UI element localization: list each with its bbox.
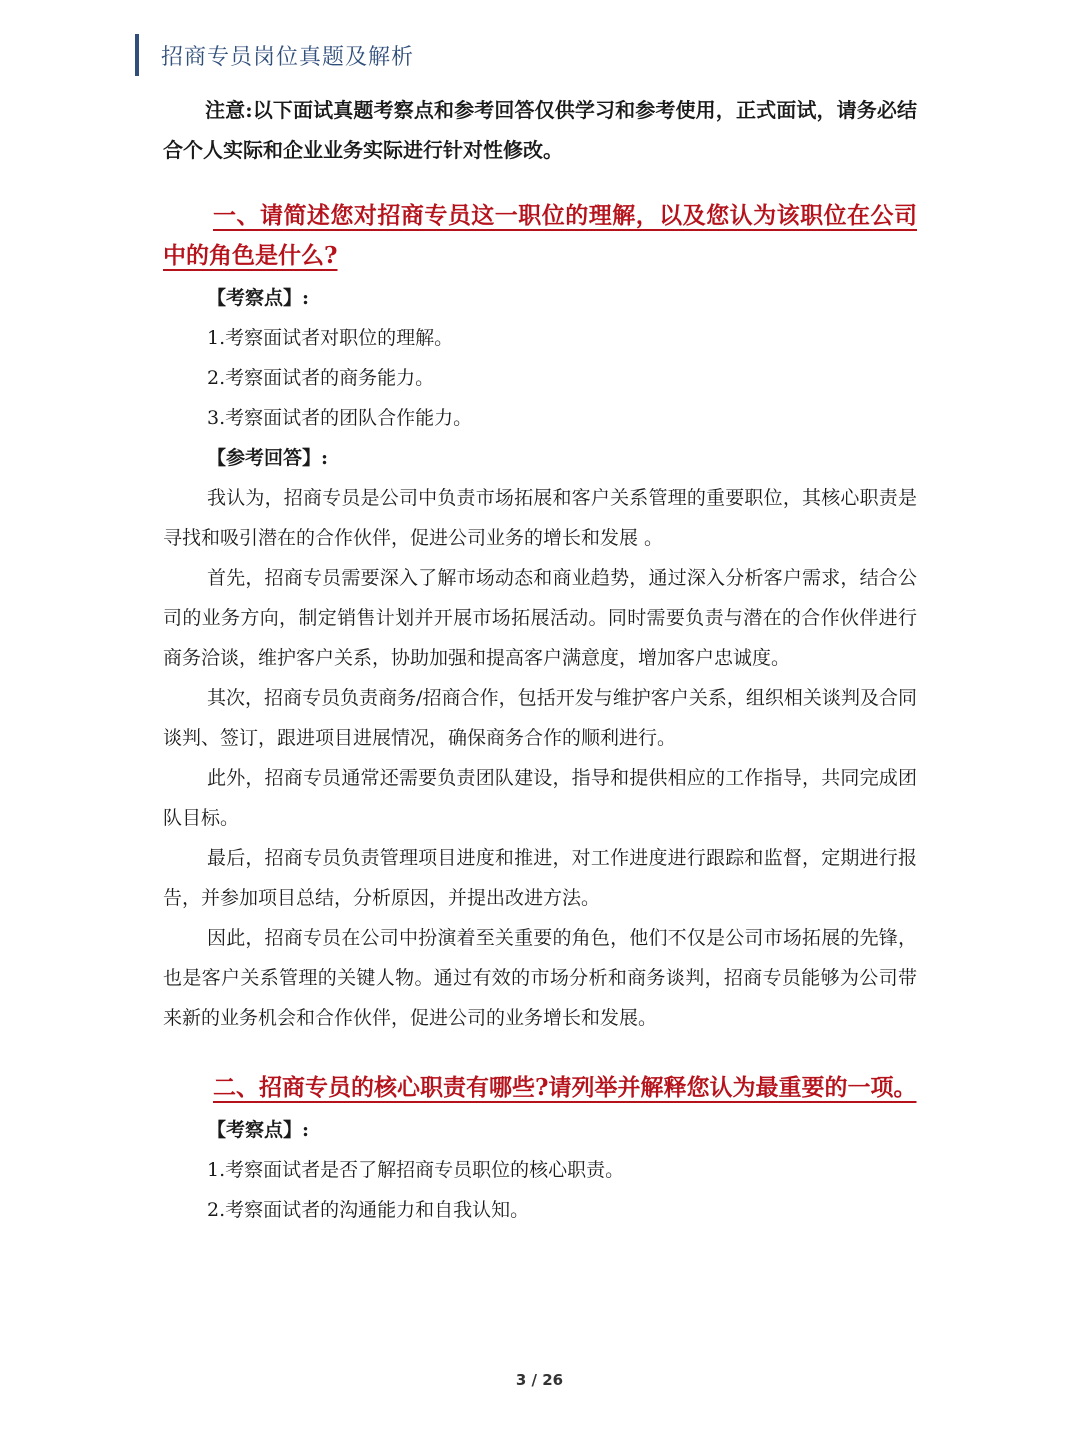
header-bar: [135, 34, 414, 76]
page-content: [163, 90, 917, 1230]
q1-point: 1.考察面试者对职位的理解。: [207, 327, 454, 349]
question-1-title: 一、请简述您对招商专员这一职位的理解，以及您认为该职位在公司中的角色是什么?: [163, 202, 917, 269]
document-title: 招商专员岗位真题及解析: [161, 44, 415, 70]
q1-answer-paragraph: 因此，招商专员在公司中扮演着至关重要的角色，他们不仅是公司市场拓展的先锋，也是客户关系管理的关键人物。通过有效的市场分析和商务谈判，招商专员能够为公司带来新的业务机会和合作伙伴，促进公司的业务增长和发展。: [163, 927, 917, 1029]
notice-text: 注意:以下面试真题考察点和参考回答仅供学习和参考使用，正式面试，请务必结合个人实际和企业业务实际进行针对性修改。: [163, 98, 917, 162]
page-number: 3 / 26: [515, 1371, 564, 1389]
q1-point: 2.考察面试者的商务能力。: [207, 367, 435, 389]
q1-answer-paragraph: 其次，招商专员负责商务/招商合作，包括开发与维护客户关系，组织相关谈判及合同谈判、签订，跟进项目进展情况，确保商务合作的顺利进行。: [163, 687, 917, 749]
q2-point: 2.考察面试者的沟通能力和自我认知。: [207, 1199, 530, 1221]
q1-answer-label: 【参考回答】:: [207, 447, 329, 469]
q2-point: 1.考察面试者是否了解招商专员职位的核心职责。: [207, 1159, 625, 1181]
q1-points-label: 【考察点】:: [207, 287, 310, 309]
q1-answer-paragraph: 最后，招商专员负责管理项目进度和推进，对工作进度进行跟踪和监督，定期进行报告，并参加项目总结，分析原因，并提出改进方法。: [163, 847, 917, 909]
q1-answer-paragraph: 首先，招商专员需要深入了解市场动态和商业趋势，通过深入分析客户需求，结合公司的业务方向，制定销售计划并开展市场拓展活动。同时需要负责与潜在的合作伙伴进行商务洽谈，维护客户关系，协助加强和提高客户满意度，增加客户忠诚度。: [163, 567, 917, 669]
q1-answer-paragraph: 此外，招商专员通常还需要负责团队建设，指导和提供相应的工作指导，共同完成团队目标。: [163, 767, 917, 829]
q1-answer-paragraph: 我认为，招商专员是公司中负责市场拓展和客户关系管理的重要职位，其核心职责是寻找和吸引潜在的合作伙伴，促进公司业务的增长和发展 。: [163, 487, 917, 549]
question-2-title: 二、招商专员的核心职责有哪些?请列举并解释您认为最重要的一项。: [213, 1074, 917, 1101]
q1-point: 3.考察面试者的团队合作能力。: [207, 407, 473, 429]
q2-points-label: 【考察点】:: [207, 1119, 310, 1141]
